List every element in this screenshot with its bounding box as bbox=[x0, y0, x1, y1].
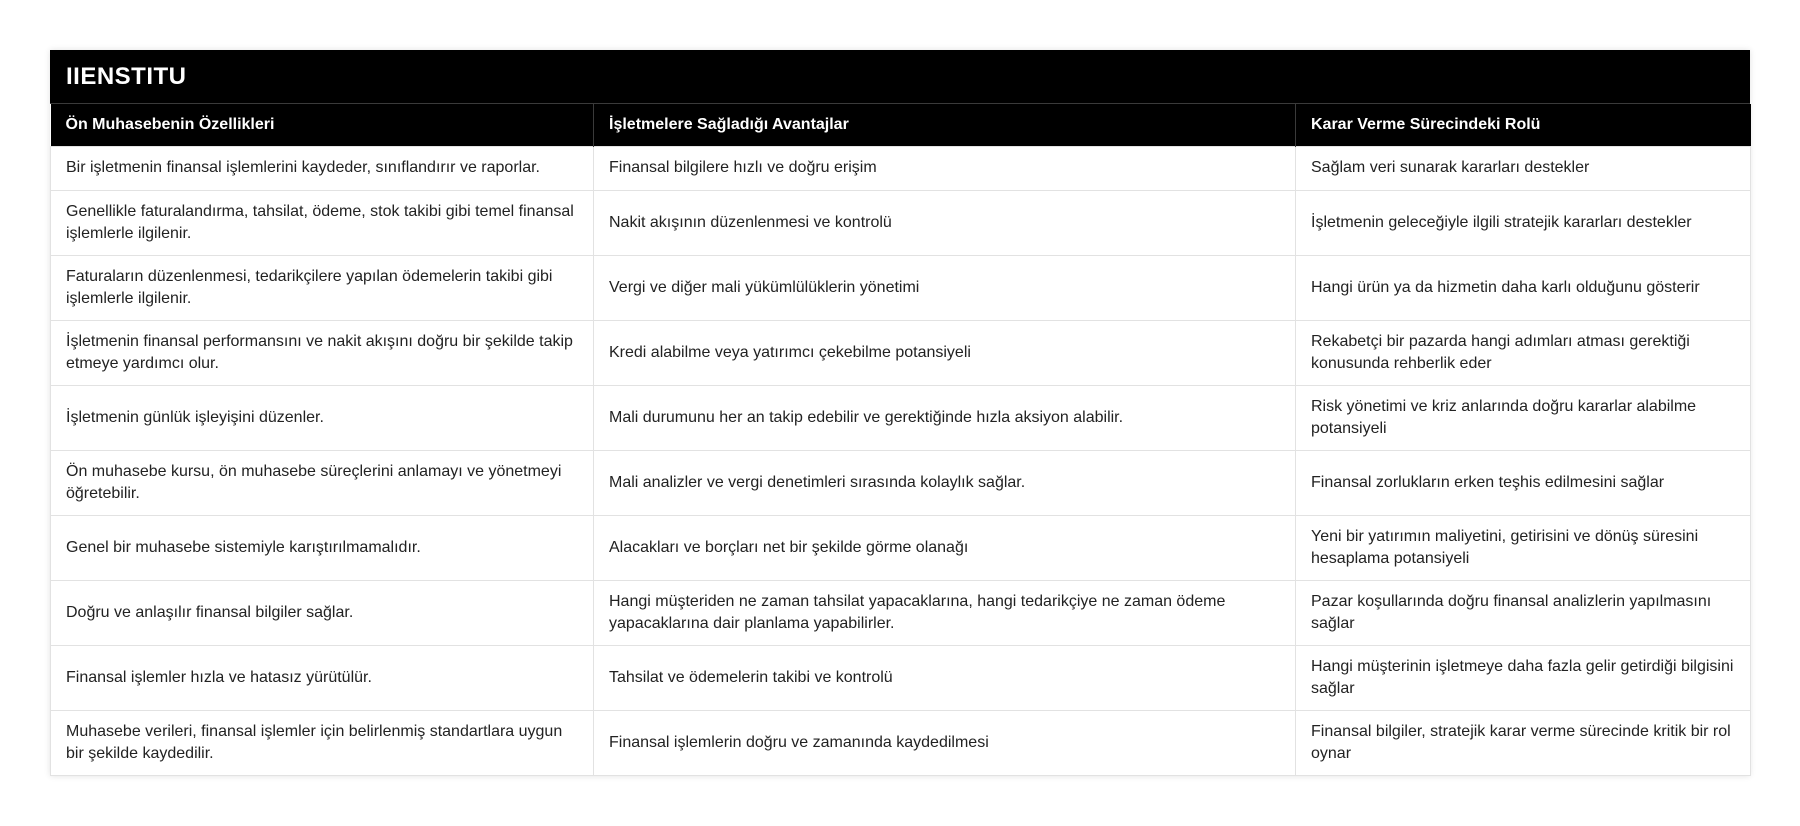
table-cell: Finansal bilgiler, stratejik karar verme sürecinde kritik bir rol oynar bbox=[1296, 710, 1751, 775]
table-row bbox=[51, 515, 1751, 580]
table-cell: Hangi ürün ya da hizmetin daha karlı olduğunu gösterir bbox=[1296, 255, 1751, 320]
table-row bbox=[51, 580, 1751, 645]
table-cell: Pazar koşullarında doğru finansal analizlerin yapılmasını sağlar bbox=[1296, 580, 1751, 645]
comparison-table-card bbox=[50, 50, 1750, 776]
table-row bbox=[51, 255, 1751, 320]
table-header bbox=[51, 104, 1751, 146]
table-row bbox=[51, 710, 1751, 775]
table-cell: Hangi müşteriden ne zaman tahsilat yapacaklarına, hangi tedarikçiye ne zaman ödeme yapacaklarına dair planlama yapabilirler. bbox=[594, 580, 1296, 645]
column-header-features: Ön Muhasebenin Özellikleri bbox=[51, 104, 594, 146]
table-cell: Yeni bir yatırımın maliyetini, getirisini ve dönüş süresini hesaplama potansiyeli bbox=[1296, 515, 1751, 580]
table-cell: İşletmenin günlük işleyişini düzenler. bbox=[51, 385, 594, 450]
brand-title: IIENSTITU bbox=[50, 50, 1750, 104]
table-cell: Kredi alabilme veya yatırımcı çekebilme potansiyeli bbox=[594, 320, 1296, 385]
table-cell: Finansal zorlukların erken teşhis edilmesini sağlar bbox=[1296, 450, 1751, 515]
table-row bbox=[51, 190, 1751, 255]
table-cell: Finansal işlemler hızla ve hatasız yürütülür. bbox=[51, 645, 594, 710]
table-cell: Risk yönetimi ve kriz anlarında doğru kararlar alabilme potansiyeli bbox=[1296, 385, 1751, 450]
table-cell: Sağlam veri sunarak kararları destekler bbox=[1296, 146, 1751, 190]
table-row bbox=[51, 320, 1751, 385]
column-header-decision-role: Karar Verme Sürecindeki Rolü bbox=[1296, 104, 1751, 146]
table-cell: Faturaların düzenlenmesi, tedarikçilere yapılan ödemelerin takibi gibi işlemlerle ilgilenir. bbox=[51, 255, 594, 320]
table-cell: Mali durumunu her an takip edebilir ve gerektiğinde hızla aksiyon alabilir. bbox=[594, 385, 1296, 450]
table-cell: Alacakları ve borçları net bir şekilde görme olanağı bbox=[594, 515, 1296, 580]
table-cell: İşletmenin finansal performansını ve nakit akışını doğru bir şekilde takip etmeye yardımcı olur. bbox=[51, 320, 594, 385]
table-row bbox=[51, 385, 1751, 450]
table-cell: İşletmenin geleceğiyle ilgili stratejik kararları destekler bbox=[1296, 190, 1751, 255]
table-cell: Rekabetçi bir pazarda hangi adımları atması gerektiği konusunda rehberlik eder bbox=[1296, 320, 1751, 385]
table-cell: Muhasebe verileri, finansal işlemler için belirlenmiş standartlara uygun bir şekilde kaydedilir. bbox=[51, 710, 594, 775]
table-cell: Bir işletmenin finansal işlemlerini kaydeder, sınıflandırır ve raporlar. bbox=[51, 146, 594, 190]
header-row bbox=[51, 104, 1751, 146]
table-cell: Vergi ve diğer mali yükümlülüklerin yönetimi bbox=[594, 255, 1296, 320]
table-cell: Nakit akışının düzenlenmesi ve kontrolü bbox=[594, 190, 1296, 255]
table-cell: Genel bir muhasebe sistemiyle karıştırılmamalıdır. bbox=[51, 515, 594, 580]
table-cell: Tahsilat ve ödemelerin takibi ve kontrolü bbox=[594, 645, 1296, 710]
table-cell: Doğru ve anlaşılır finansal bilgiler sağlar. bbox=[51, 580, 594, 645]
table-body bbox=[51, 146, 1751, 775]
table-row bbox=[51, 645, 1751, 710]
table-cell: Hangi müşterinin işletmeye daha fazla gelir getirdiği bilgisini sağlar bbox=[1296, 645, 1751, 710]
table-cell: Genellikle faturalandırma, tahsilat, ödeme, stok takibi gibi temel finansal işlemlerle ilgilenir. bbox=[51, 190, 594, 255]
table-cell: Ön muhasebe kursu, ön muhasebe süreçlerini anlamayı ve yönetmeyi öğretebilir. bbox=[51, 450, 594, 515]
table-cell: Mali analizler ve vergi denetimleri sırasında kolaylık sağlar. bbox=[594, 450, 1296, 515]
table-row bbox=[51, 146, 1751, 190]
table-cell: Finansal bilgilere hızlı ve doğru erişim bbox=[594, 146, 1296, 190]
table-cell: Finansal işlemlerin doğru ve zamanında kaydedilmesi bbox=[594, 710, 1296, 775]
table-row bbox=[51, 450, 1751, 515]
comparison-table bbox=[50, 104, 1751, 776]
column-header-advantages: İşletmelere Sağladığı Avantajlar bbox=[594, 104, 1296, 146]
